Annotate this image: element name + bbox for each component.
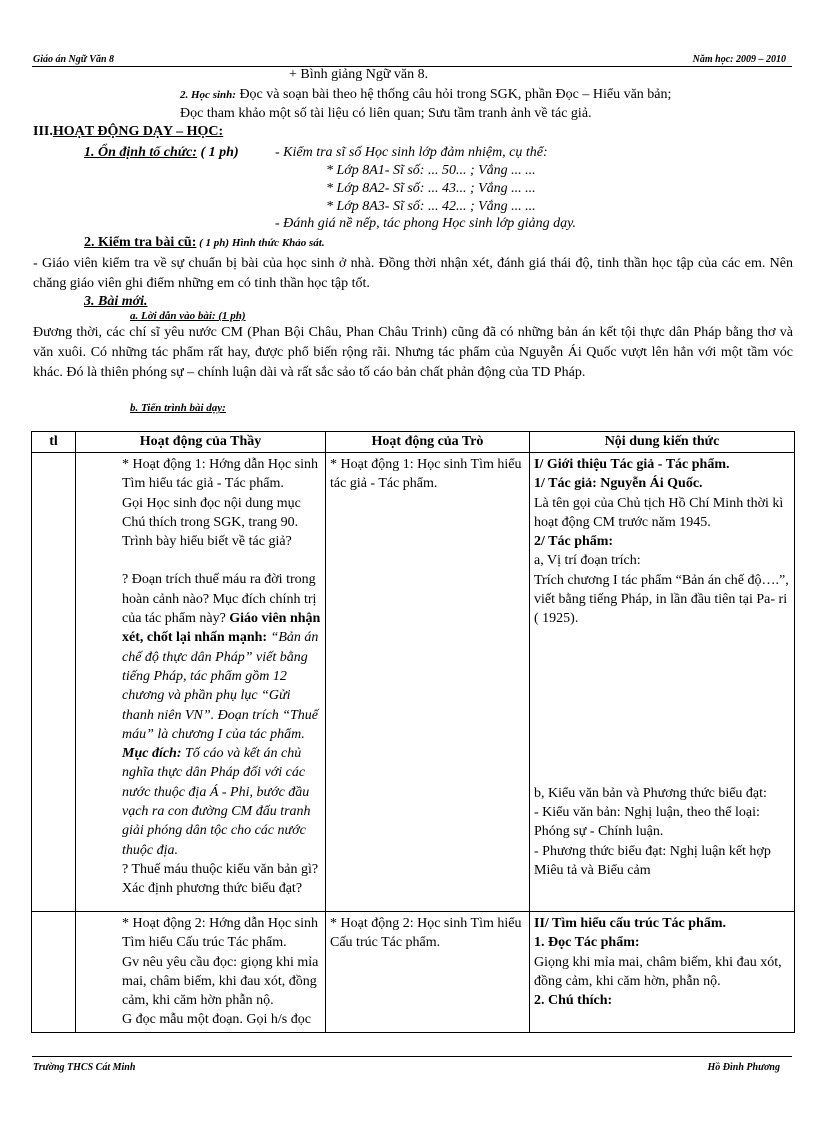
- s2-label: 2. Kiểm tra bài cũ:: [84, 235, 197, 250]
- col-header-student: Hoạt động của Trò: [326, 432, 530, 453]
- r2t-2: G đọc mẫu một đoạn. Gọi h/s đọc: [122, 1012, 311, 1028]
- r1c-spacer: [534, 629, 790, 784]
- s1-line-0: - Kiểm tra sĩ số Học sinh lớp đảm nhiệm, cụ thể:: [275, 145, 548, 160]
- header-left: Giáo án Ngữ Văn 8: [33, 54, 115, 65]
- s1-time: ( 1 ph): [197, 145, 239, 160]
- r2c-p1: Giọng khi mỉa mai, châm biếm, khi đau xót, đồng cảm, khi căm hờn, phẫn nộ.: [534, 954, 782, 989]
- s3a-name-2: Ái: [567, 345, 582, 360]
- s3a-name-1: Nguyễn: [518, 345, 564, 360]
- s3a-name-3: Quốc: [586, 345, 617, 360]
- row1-student: [326, 453, 530, 912]
- r2t-0: * Hoạt động 2: Hớng dẫn Học sinh Tìm hiểu Cấu trúc Tác phẩm.: [122, 916, 318, 951]
- row2-student: [326, 912, 530, 1033]
- r1c-p2: a, Vị trí đoạn trích:: [534, 553, 641, 569]
- r2s: * Hoạt động 2: Học sinh Tìm hiểu Cấu trúc Tác phẩm.: [330, 916, 522, 951]
- r1c-p5: - Kiểu văn bản: Nghị luận, theo thể loại: Phóng sự - Chính luận.: [534, 804, 760, 840]
- footer-left: Trường THCS Cát Minh: [33, 1062, 136, 1073]
- footer-rule: [32, 1056, 792, 1057]
- s3a-label: a. Lời dẫn vào bài: (1 ph): [130, 310, 246, 322]
- col-header-teacher: Hoạt động của Thầy: [76, 432, 326, 453]
- s3b-label: b. Tiến trình bài dạy:: [130, 402, 226, 414]
- section-prefix: III.: [33, 124, 53, 139]
- s1-label: 1. Ổn định tổ chức:: [84, 145, 198, 160]
- s3a-text-1: Đương thời, các chí sĩ yêu nước CM (Phan Bội Châu, Phan Châu Trinh) cũng đã có những bản án kết tội thực dân Pháp bằng thơ và văn xuôi. Có những tác phẩm rất hay, được phổ biến rộng rãi. Nhưng tác phẩm của: [33, 325, 793, 360]
- r1s: * Hoạt động 1: Học sinh Tìm hiểu tác giả - Tác phẩm.: [330, 457, 522, 492]
- r1c-h1: I/ Giới thiệu Tác giả - Tác phẩm.: [534, 457, 730, 472]
- r1c-p6: - Phương thức biểu đạt: Nghị luận kết hợp Miêu tả và Biểu cảm: [534, 843, 771, 878]
- subsection-1-title: [84, 145, 239, 161]
- r1t-3: [122, 551, 321, 570]
- col-header-content: Nội dung kiến thức: [530, 432, 795, 453]
- r1c-p4: b, Kiểu văn bản và Phương thức biểu đạt:: [534, 785, 767, 801]
- row1-content: [530, 453, 795, 912]
- r1t-7: Mục đích:: [122, 746, 182, 762]
- r1c-h3: 2/ Tác phẩm:: [534, 534, 614, 550]
- subsection-2-title: [84, 235, 325, 251]
- s1-line-3: * Lớp 8A3- Sĩ số: ... 42... ; Vắng ... ...: [326, 199, 536, 214]
- r2c-h3: 2. Chú thích:: [534, 993, 613, 1009]
- r1c-h2: 1/ Tác giả: Nguyễn Ái Quốc.: [534, 476, 703, 492]
- s1-line-2: * Lớp 8A2- Sĩ số: ... 43... ; Vắng ... ...: [326, 181, 536, 196]
- s2-time: ( 1 ph) Hình thức Khảo sát.: [196, 237, 325, 249]
- header-right: Năm học: 2009 – 2010: [692, 54, 786, 65]
- section-title: [33, 124, 223, 140]
- r2c-h2: 1. Đọc Tác phẩm:: [534, 935, 640, 951]
- r1t-6: “Bản án chế độ thực dân Pháp” viết bằng tiếng Pháp, tác phẩm gồm 12 chương và phần phụ lục “Gửi thanh niên VN”. Đoạn trích “Thuế máu” là chương I của tác phẩm.: [122, 630, 319, 742]
- s1-line-4: - Đánh giá nề nếp, tác phong Học sinh lớp giảng dạy.: [275, 216, 577, 231]
- table-row: [32, 453, 795, 912]
- subsection-3-title: 3. Bài mới.: [84, 294, 148, 309]
- lesson-table: [31, 431, 795, 1033]
- prep-line-1: + Bình giảng Ngữ văn 8.: [289, 67, 429, 82]
- r2c-h1: II/ Tìm hiểu cấu trúc Tác phẩm.: [534, 916, 727, 931]
- s2-text: - Giáo viên kiểm tra về sự chuẩn bị bài của học sinh ở nhà. Đồng thời nhận xét, đánh giá thái độ, tinh thần học tập của các em. Nên chăng giáo viên ghi điểm những em có tinh thần học tập tốt.: [33, 256, 793, 291]
- r1t-1: Gọi Học sinh đọc nội dung mục Chú thích trong SGK, trang 90.: [122, 495, 301, 530]
- r1t-9: ? Thuế máu thuộc kiểu văn bản gì? Xác định phương thức biểu đạt?: [122, 861, 319, 897]
- s3a-text-2: vượt lên hẳn với một tầm vóc khác. Đó là thiên phóng sự – chính luận dài và rất sắc sảo tố cáo bản chất phản động của TD Pháp.: [33, 345, 794, 380]
- r1t-8: Tố cáo và kết án chủ nghĩa thực dân Pháp đối với các nước thuộc địa Á - Phi, bước đầu vạch ra con đường CM đấu tranh giải phóng dân tộc cho các nước thuộc địa.: [122, 746, 311, 858]
- s1-line-1: * Lớp 8A1- Sĩ số: ... 50... ; Vắng ... ...: [326, 163, 536, 178]
- r1c-p1: Là tên gọi của Chủ tịch Hồ Chí Minh thời kì hoạt động CM trước năm 1945.: [534, 495, 784, 530]
- prep-line-3: Đọc tham khảo một số tài liệu có liên quan; Sưu tầm tranh ảnh về tác giả.: [180, 106, 592, 121]
- table-row: [32, 912, 795, 1033]
- s3a-text: [33, 323, 793, 383]
- row2-content: [530, 912, 795, 1033]
- row2-teacher: [76, 912, 326, 1033]
- r1t-0: * Hoạt động 1: Hớng dẫn Học sinh Tìm hiểu tác giả - Tác phẩm.: [122, 457, 318, 492]
- section-title-text: HOẠT ĐỘNG DẠY – HỌC:: [52, 124, 224, 139]
- row1-teacher: [76, 453, 326, 912]
- r1t-2: Trình bày hiểu biết về tác giả?: [122, 534, 292, 550]
- col-header-tl: tl: [32, 432, 76, 453]
- r1t-4: ? Đoạn trích thuế máu ra đời trong hoàn cảnh nào? Mục đích chính trị của tác phẩm này?: [122, 572, 317, 627]
- r1c-p3: Trích chương I tác phẩm “Bản án chế độ….”, viết bằng tiếng Pháp, in lần đầu tiên tại Pa- ri ( 1925).: [534, 572, 789, 627]
- student-text: Đọc và soạn bài theo hệ thống câu hỏi trong SGK, phần Đọc – Hiểu văn bản;: [235, 87, 672, 102]
- r2t-1: Gv nêu yêu cầu đọc: giọng khi mỉa mai, châm biếm, khi đau xót, đồng cảm, khi căm hờn phẫn nộ.: [122, 954, 319, 1009]
- student-label: 2. Học sinh:: [180, 89, 236, 101]
- row1-tl: [32, 453, 76, 912]
- prep-student-line: [180, 87, 671, 103]
- footer-right: Hồ Đình Phương: [707, 1062, 780, 1073]
- r1t-5: Giáo viên nhận xét, chốt lại nhấn mạnh:: [122, 611, 321, 646]
- table-header-row: [32, 432, 795, 453]
- row2-tl: [32, 912, 76, 1033]
